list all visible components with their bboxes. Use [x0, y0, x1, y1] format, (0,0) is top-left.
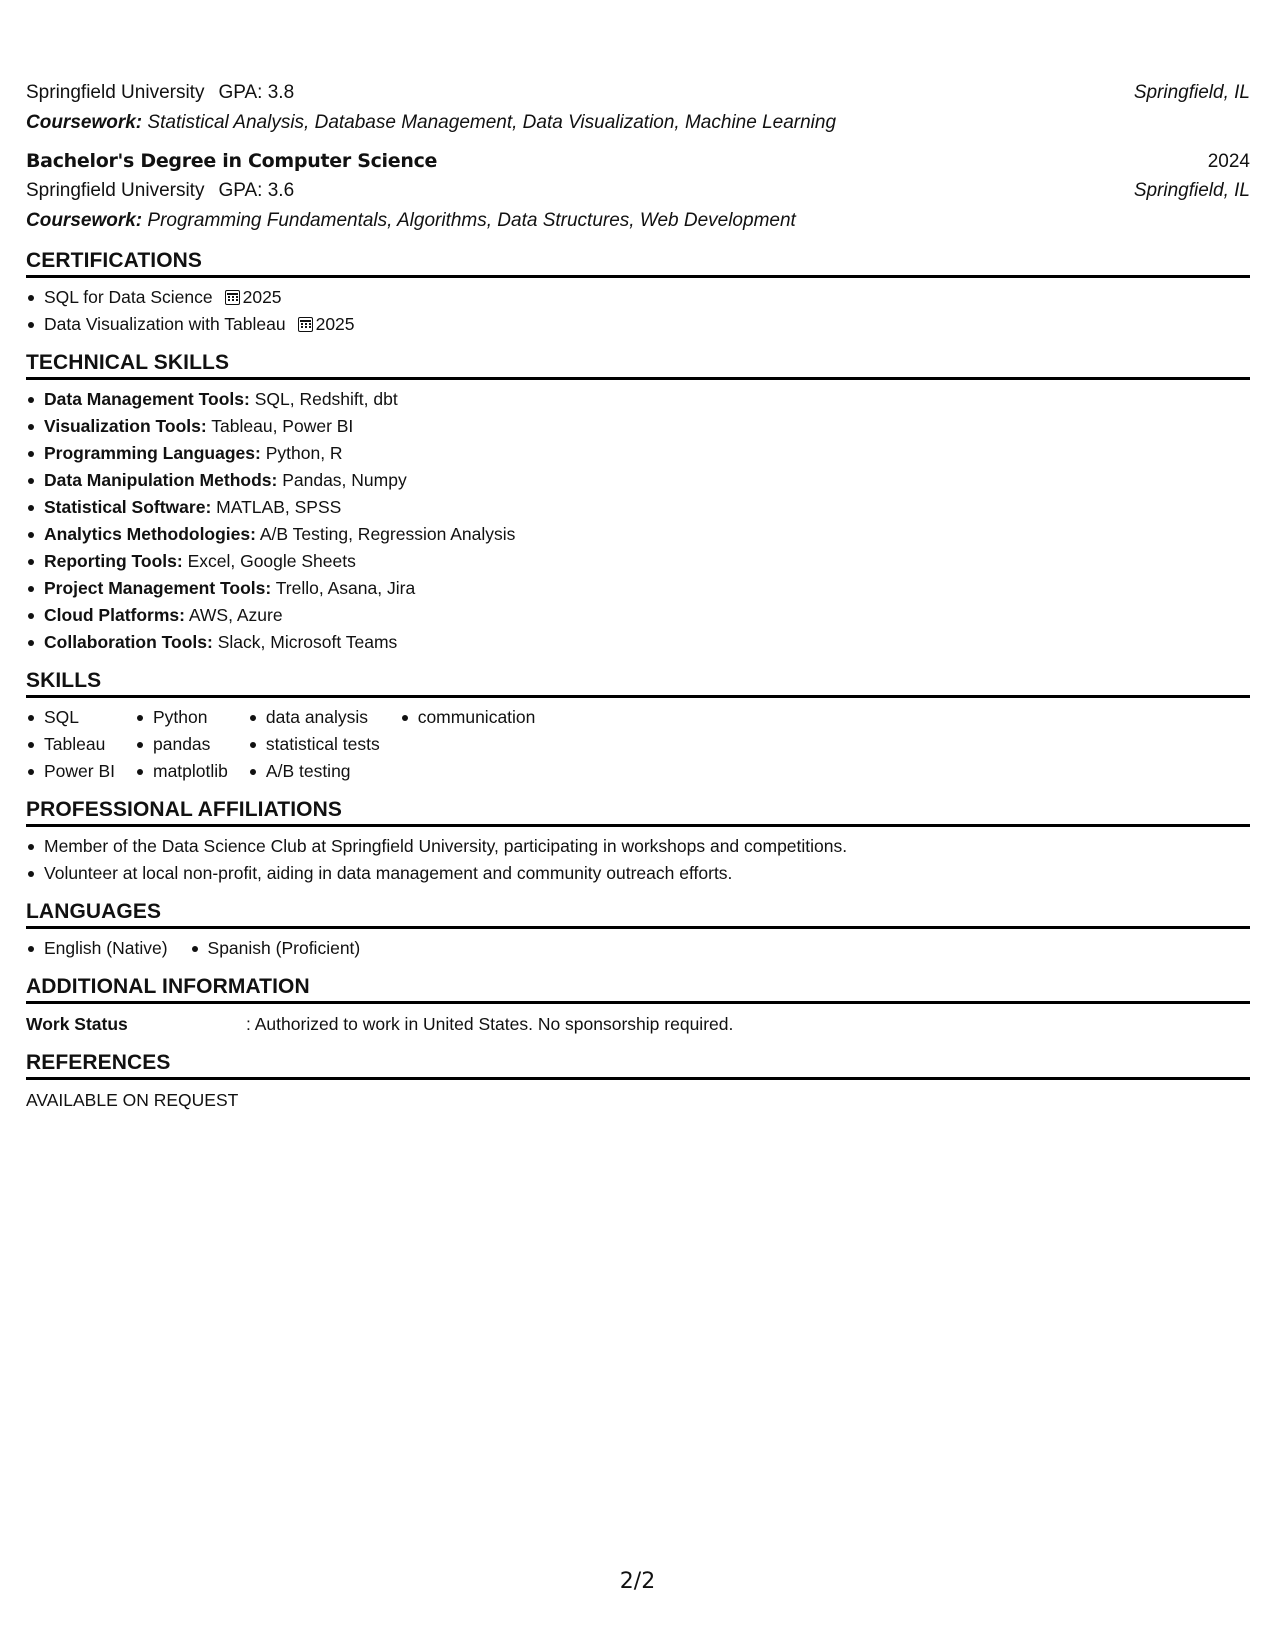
certifications-list [26, 284, 1250, 338]
certification-year: 2025 [315, 314, 355, 334]
list-item [26, 602, 1250, 629]
skill-label: Data Manipulation Methods: [44, 470, 278, 490]
skill-label: Statistical Software: [44, 497, 212, 517]
skill-value: Python, R [265, 443, 343, 463]
technical-skills-section [26, 348, 1250, 656]
skill-value: Pandas, Numpy [282, 470, 407, 490]
resume-page [26, 78, 1250, 1114]
list-item: English (Native) [26, 935, 168, 962]
certifications-section [26, 246, 1250, 338]
calendar-icon [298, 317, 313, 332]
coursework [26, 108, 1250, 138]
skill-label: Cloud Platforms: [44, 605, 185, 625]
list-item [26, 284, 1250, 311]
certification-year: 2025 [242, 287, 282, 307]
education-entry [26, 146, 1250, 236]
section-title: PROFESSIONAL AFFILIATIONS [26, 795, 1250, 827]
list-item: data analysis [248, 704, 380, 731]
page-number: 2/2 [619, 1569, 656, 1594]
skills-column [26, 704, 115, 785]
skills-column [400, 704, 536, 785]
list-item [26, 521, 1250, 548]
skill-value: A/B Testing, Regression Analysis [259, 524, 516, 544]
education-degree-row [26, 146, 1250, 176]
coursework-list: Programming Fundamentals, Algorithms, Data Structures, Web Development [147, 210, 796, 231]
coursework-label: Coursework: [26, 210, 143, 231]
skill-label: Data Management Tools: [44, 389, 250, 409]
gpa: GPA: 3.8 [218, 82, 295, 103]
degree-title: Bachelor's Degree in Computer Science [26, 150, 438, 172]
work-status-row [26, 1010, 1250, 1038]
list-item: Member of the Data Science Club at Springfield University, participating in workshops and competitions. [26, 833, 1250, 860]
list-item [26, 440, 1250, 467]
skill-value: Slack, Microsoft Teams [217, 632, 398, 652]
affiliations-section [26, 795, 1250, 887]
skill-label: Visualization Tools: [44, 416, 207, 436]
work-status-value: : Authorized to work in United States. No sponsorship required. [246, 1014, 734, 1034]
list-item [26, 548, 1250, 575]
list-item: Tableau [26, 731, 115, 758]
list-item: A/B testing [248, 758, 380, 785]
list-item: Spanish (Proficient) [190, 935, 361, 962]
references-section [26, 1048, 1250, 1114]
list-item: SQL [26, 704, 115, 731]
list-item: Python [135, 704, 228, 731]
skill-value: SQL, Redshift, dbt [254, 389, 398, 409]
section-title: SKILLS [26, 666, 1250, 698]
location: Springfield, IL [1133, 82, 1250, 103]
degree-year: 2024 [1207, 151, 1250, 172]
certification-name: SQL for Data Science [44, 287, 213, 307]
work-status-label: Work Status [26, 1014, 128, 1034]
list-item: Power BI [26, 758, 115, 785]
list-item [26, 494, 1250, 521]
section-title: TECHNICAL SKILLS [26, 348, 1250, 380]
skill-value: Excel, Google Sheets [187, 551, 356, 571]
list-item: communication [400, 704, 536, 731]
references-text: AVAILABLE ON REQUEST [26, 1090, 239, 1110]
gpa: GPA: 3.6 [218, 180, 295, 201]
coursework [26, 206, 1250, 236]
skill-label: Collaboration Tools: [44, 632, 213, 652]
section-title: ADDITIONAL INFORMATION [26, 972, 1250, 1004]
skills-section [26, 666, 1250, 785]
list-item [26, 575, 1250, 602]
education-school-row [26, 78, 1250, 108]
education-entry [26, 78, 1250, 138]
skill-value: AWS, Azure [188, 605, 283, 625]
skill-label: Programming Languages: [44, 443, 261, 463]
skill-value: Trello, Asana, Jira [275, 578, 416, 598]
coursework-label: Coursework: [26, 112, 143, 133]
skill-label: Analytics Methodologies: [44, 524, 256, 544]
skill-value: MATLAB, SPSS [216, 497, 342, 517]
list-item [26, 413, 1250, 440]
education-school-row [26, 176, 1250, 206]
list-item [26, 629, 1250, 656]
section-title: CERTIFICATIONS [26, 246, 1250, 278]
list-item [26, 467, 1250, 494]
skill-value: Tableau, Power BI [211, 416, 354, 436]
languages-section [26, 897, 1250, 962]
section-title: REFERENCES [26, 1048, 1250, 1080]
additional-info-section [26, 972, 1250, 1038]
coursework-list: Statistical Analysis, Database Management, Data Visualization, Machine Learning [147, 112, 837, 133]
skills-column [248, 704, 380, 785]
skill-label: Project Management Tools: [44, 578, 272, 598]
affiliations-list [26, 833, 1250, 887]
section-title: LANGUAGES [26, 897, 1250, 929]
technical-skills-list [26, 386, 1250, 656]
list-item [26, 311, 1250, 338]
list-item: statistical tests [248, 731, 380, 758]
skills-grid [26, 704, 1250, 785]
calendar-icon [225, 290, 240, 305]
school-name: Springfield University [26, 180, 205, 201]
list-item: Volunteer at local non-profit, aiding in data management and community outreach efforts. [26, 860, 1250, 887]
location: Springfield, IL [1133, 180, 1250, 201]
languages-list [26, 935, 1250, 962]
certification-name: Data Visualization with Tableau [44, 314, 286, 334]
list-item: pandas [135, 731, 228, 758]
list-item [26, 386, 1250, 413]
skills-column [135, 704, 228, 785]
school-name: Springfield University [26, 82, 205, 103]
list-item: matplotlib [135, 758, 228, 785]
skill-label: Reporting Tools: [44, 551, 183, 571]
